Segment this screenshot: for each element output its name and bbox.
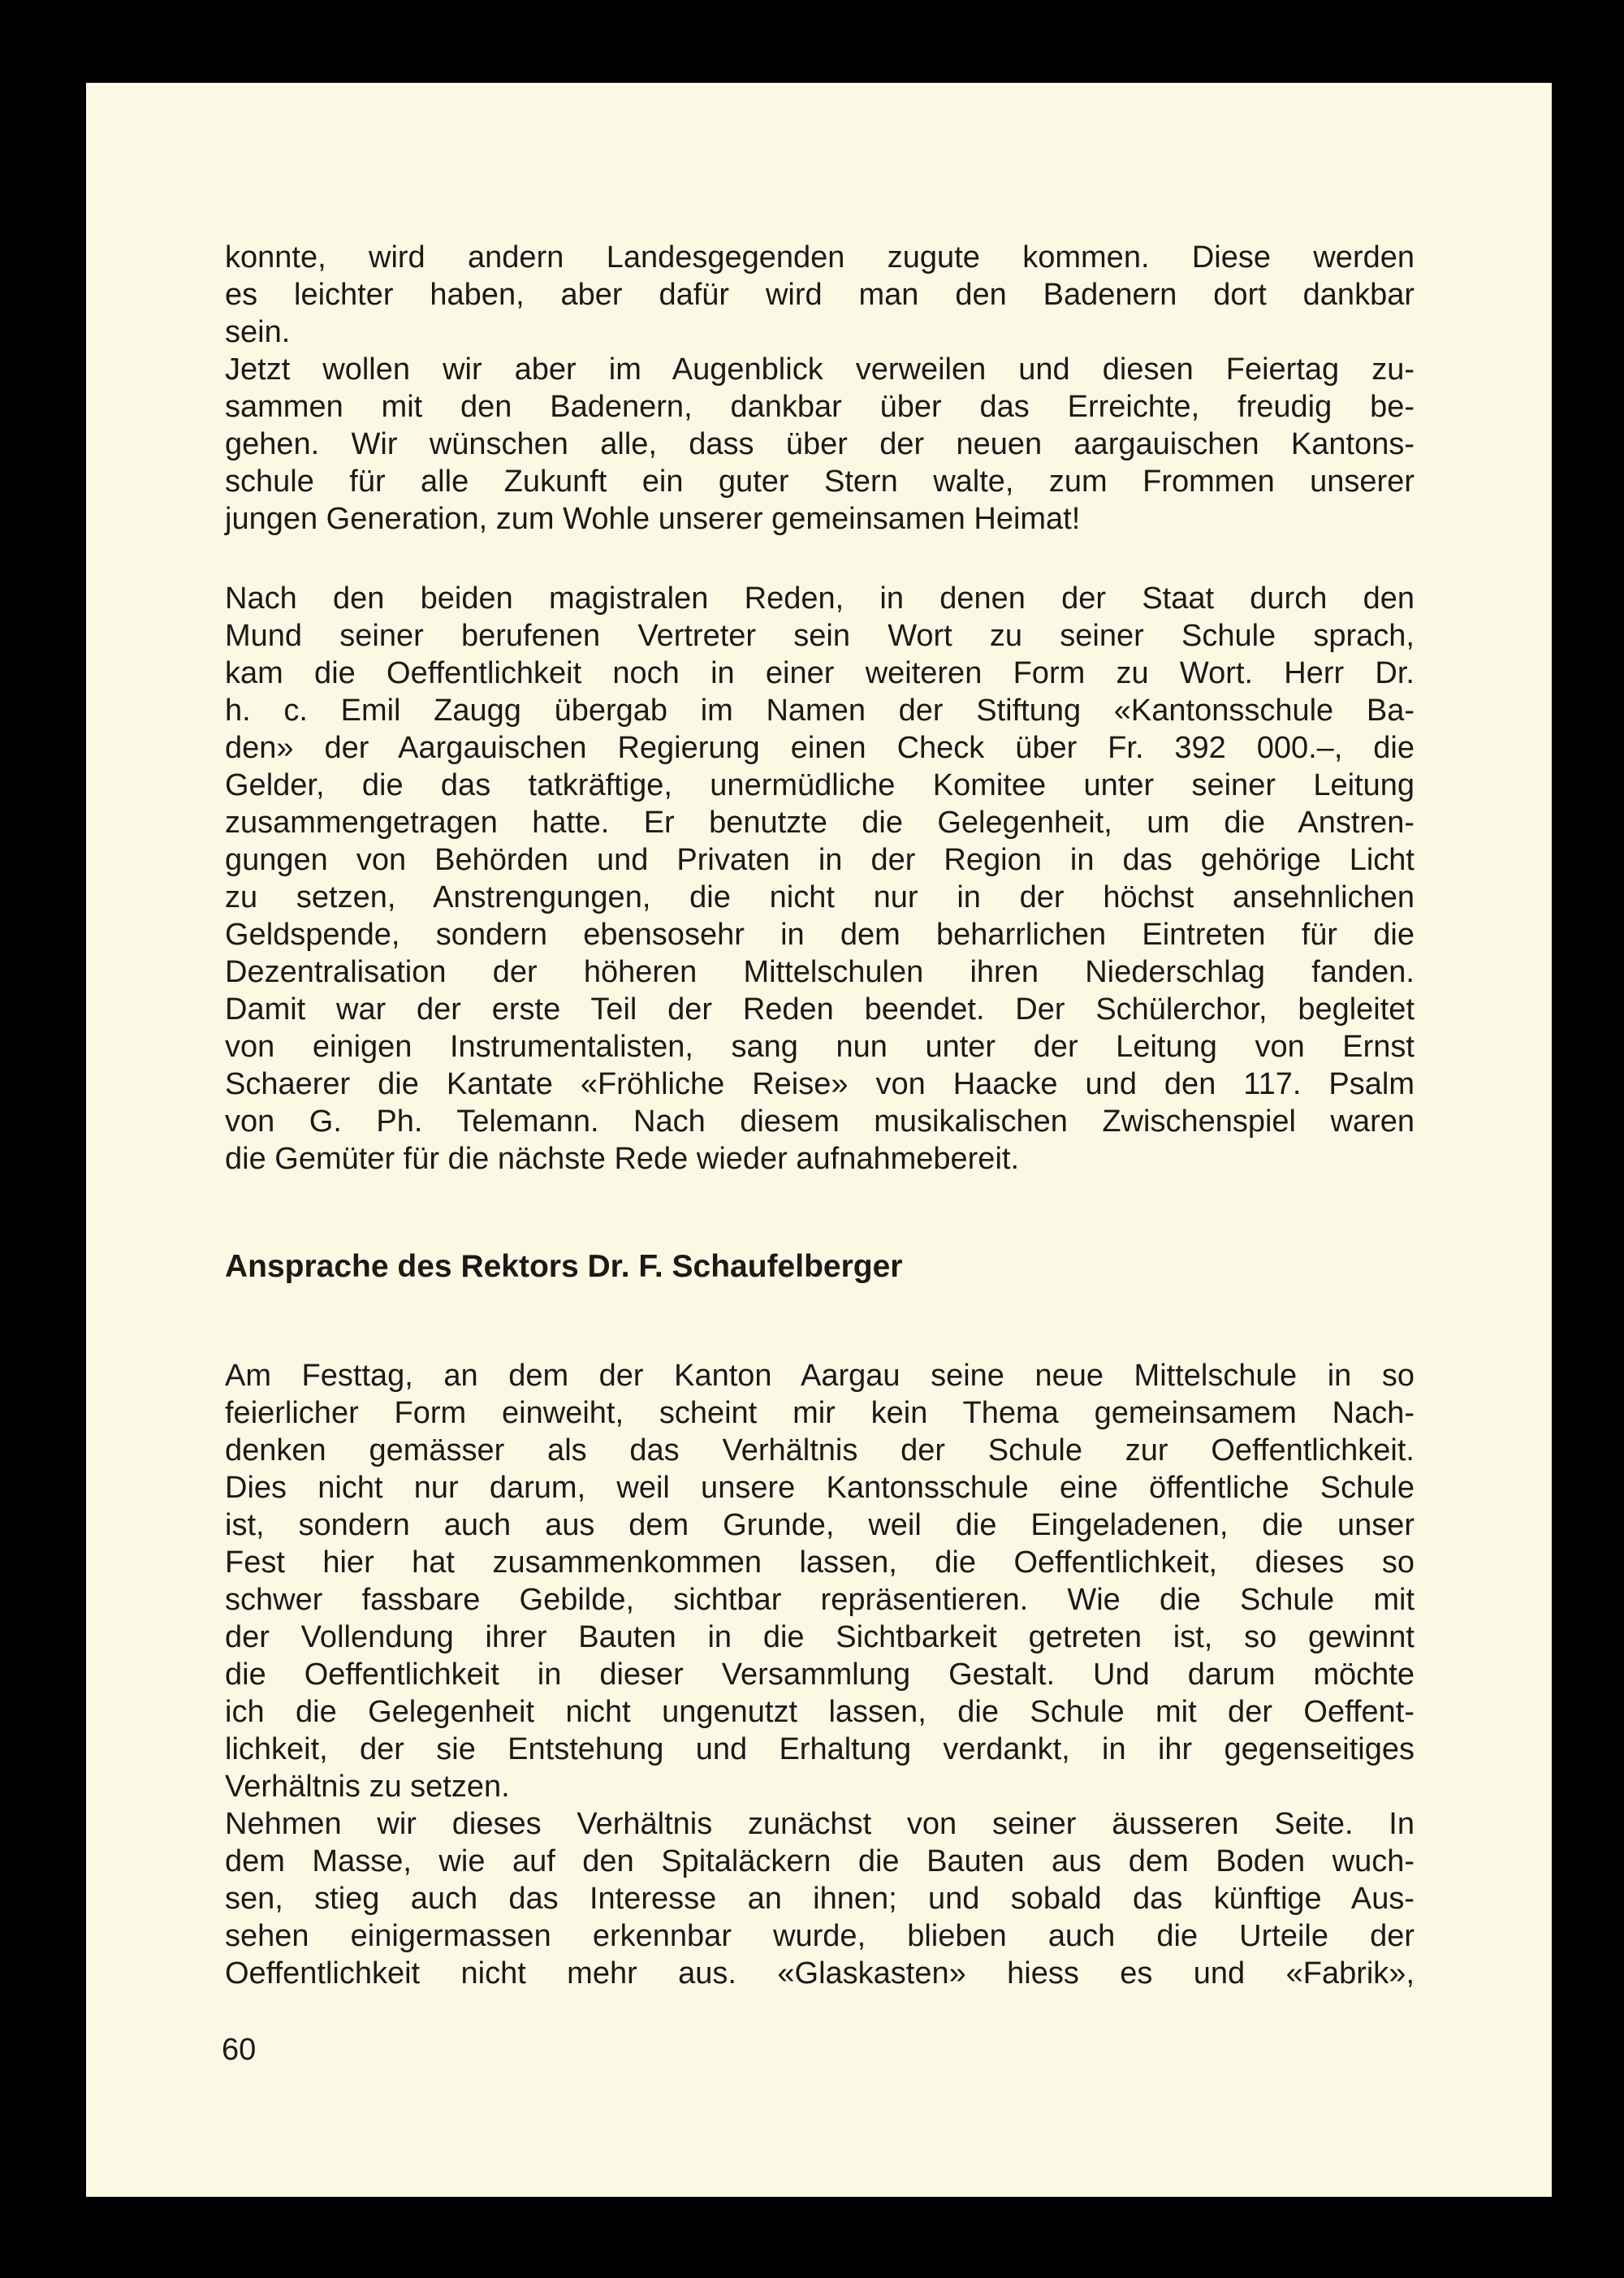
text-line: es leichter haben, aber dafür wird man den Badenern dort dankbar [225,278,1415,312]
text-line: Gelder, die das tatkräftige, unermüdliche Komitee unter seiner Leitung [225,768,1415,802]
text-line: denken gemässer als das Verhältnis der Schule zur Oeffentlichkeit. [225,1433,1415,1468]
text-line: zusammengetragen hatte. Er benutzte die Gelegenheit, um die Anstren- [225,806,1415,840]
text-line: Mund seiner berufenen Vertreter sein Wort zu seiner Schule sprach, [225,619,1415,653]
text-line: Dies nicht nur darum, weil unsere Kantonsschule eine öffentliche Schule [225,1471,1415,1505]
text-line: jungen Generation, zum Wohle unserer gemeinsamen Heimat! [225,502,1081,536]
text-line: Verhältnis zu setzen. [225,1770,510,1804]
text-line: der Vollendung ihrer Bauten in die Sichtbarkeit getreten ist, so gewinnt [225,1620,1415,1654]
text-line: Fest hier hat zusammenkommen lassen, die Oeffentlichkeit, dieses so [225,1545,1415,1580]
paragraph-intro [225,239,1415,538]
paragraph-speeches [225,580,1415,1178]
text-line: die Oeffentlichkeit in dieser Versammlung Gestalt. Und darum möchte [225,1658,1415,1692]
text-line: Geldspende, sondern ebensosehr in dem beharrlichen Eintreten für die [225,918,1415,952]
text-line: von einigen Instrumentalisten, sang nun unter der Leitung von Ernst [225,1030,1415,1064]
text-line: Jetzt wollen wir aber im Augenblick verweilen und diesen Feiertag zu- [225,352,1415,387]
text-line: Dezentralisation der höheren Mittelschulen ihren Niederschlag fanden. [225,955,1415,989]
document-page [86,83,1552,2197]
text-line: lichkeit, der sie Entstehung und Erhaltung verdankt, in ihr gegenseitiges [225,1732,1415,1766]
text-line: gungen von Behörden und Privaten in der Region in das gehörige Licht [225,843,1415,877]
text-line: Am Festtag, an dem der Kanton Aargau seine neue Mittelschule in so [225,1359,1415,1393]
text-line: h. c. Emil Zaugg übergab im Namen der Stiftung «Kantonsschule Ba- [225,694,1415,728]
text-line: Schaerer die Kantate «Fröhliche Reise» von Haacke und den 117. Psalm [225,1067,1415,1101]
text-line: sen, stieg auch das Interesse an ihnen; und sobald das künftige Aus- [225,1882,1415,1916]
text-line: konnte, wird andern Landesgegenden zugute kommen. Diese werden [225,240,1415,274]
text-line: den» der Aargauischen Regierung einen Check über Fr. 392 000.–, die [225,731,1415,765]
section-heading: Ansprache des Rektors Dr. F. Schaufelberger [225,1249,903,1284]
text-line: dem Masse, wie auf den Spitaläckern die Bauten aus dem Boden wuch- [225,1844,1415,1878]
text-line: Nehmen wir dieses Verhältnis zunächst von seiner äusseren Seite. In [225,1807,1415,1841]
text-line: die Gemüter für die nächste Rede wieder aufnahmebereit. [225,1142,1019,1176]
text-line: zu setzen, Anstrengungen, die nicht nur in der höchst ansehnlichen [225,880,1415,914]
text-line: von G. Ph. Telemann. Nach diesem musikalischen Zwischenspiel waren [225,1104,1415,1139]
text-line: ist, sondern auch aus dem Grunde, weil die Eingeladenen, die unser [225,1508,1415,1542]
text-line: schule für alle Zukunft ein guter Stern walte, zum Frommen unserer [225,465,1415,499]
text-line: sehen einigermassen erkennbar wurde, blieben auch die Urteile der [225,1919,1415,1953]
text-line: ich die Gelegenheit nicht ungenutzt lassen, die Schule mit der Oeffent- [225,1695,1415,1729]
text-line: Oeffentlichkeit nicht mehr aus. «Glaskasten» hiess es und «Fabrik», [225,1956,1415,1991]
text-line: gehen. Wir wünschen alle, dass über der neuen aargauischen Kantons- [225,427,1415,461]
text-line: Damit war der erste Teil der Reden beendet. Der Schülerchor, begleitet [225,992,1415,1027]
text-line: kam die Oeffentlichkeit noch in einer weiteren Form zu Wort. Herr Dr. [225,656,1415,690]
page-number: 60 [222,2033,257,2067]
text-line: sammen mit den Badenern, dankbar über das Erreichte, freudig be- [225,390,1415,424]
text-line: sein. [225,315,291,349]
paragraph-address [225,1357,1415,1992]
text-line: schwer fassbare Gebilde, sichtbar repräsentieren. Wie die Schule mit [225,1583,1415,1617]
text-line: feierlicher Form einweiht, scheint mir kein Thema gemeinsamem Nach- [225,1396,1415,1430]
text-line: Nach den beiden magistralen Reden, in denen der Staat durch den [225,581,1415,616]
